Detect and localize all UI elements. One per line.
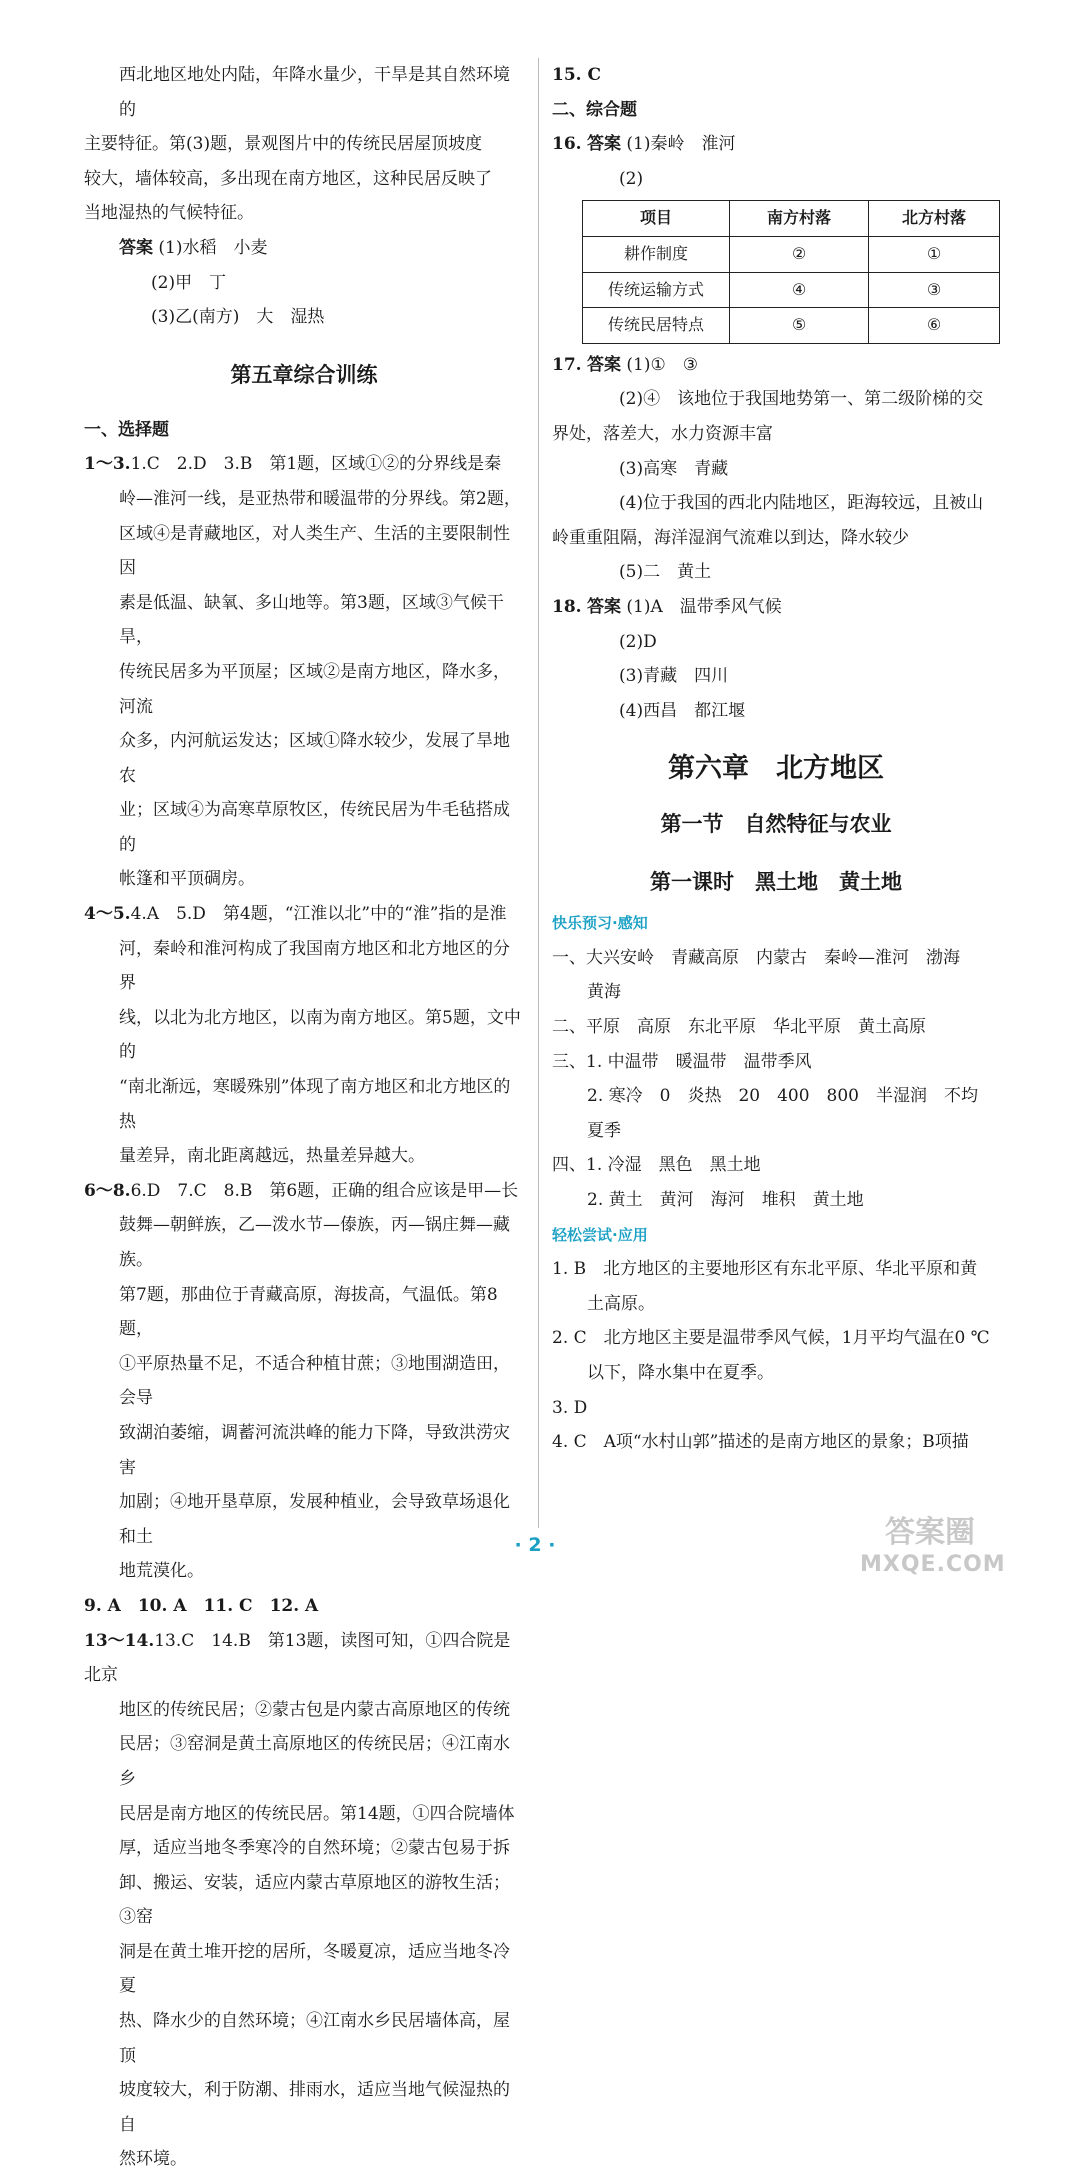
question-line: 然环境。 — [119, 2149, 187, 2170]
try-line: 土高原。 — [587, 1293, 655, 1314]
question-block-13-14 — [84, 1624, 524, 2177]
try-line: 1. B 北方地区的主要地形区有东北平原、华北平原和黄 — [552, 1259, 978, 1280]
question-line: 民居；③窑洞是黄土高原地区的传统民居；④江南水乡 — [119, 1734, 510, 1789]
table-row — [583, 272, 1000, 308]
section-title: 第一节 自然特征与农业 — [660, 812, 892, 837]
question-number: 4～5. — [84, 904, 131, 925]
watermark-logo — [860, 1515, 1006, 1587]
table-header: 北方村落 — [869, 201, 1000, 237]
right-column — [552, 58, 1000, 1460]
intro-line: 主要特征。第(3)题，景观图片中的传统民居屋顶坡度 — [84, 134, 483, 155]
question-17-line: (3)高寒 青藏 — [619, 458, 729, 479]
table-cell: ① — [869, 236, 1000, 272]
question-line: 业；区域④为高寒草原牧区，传统民居为牛毛毡搭成的 — [119, 800, 510, 855]
question-line: 卸、搬运、安装，适应内蒙古草原地区的游牧生活；③窑 — [119, 1872, 510, 1928]
part-title: 一、选择题 — [84, 419, 169, 440]
left-column — [84, 58, 524, 2177]
question-line: 线，以北为北方地区，以南为南方地区。第5题，文中的 — [119, 1007, 521, 1063]
preview-line: 夏季 — [587, 1120, 621, 1141]
section-title: 第五章综合训练 — [230, 362, 378, 387]
question-number: 1～3. — [84, 454, 131, 475]
watermark-url: MXQE.COM — [860, 1552, 1006, 1577]
question-block-6-8 — [84, 1174, 524, 1589]
question-line: 热、降水少的自然环境；④江南水乡民居墙体高，屋顶 — [119, 2011, 510, 2066]
question-17-line: (2)④ 该地位于我国地势第一、第二级阶梯的交 — [619, 389, 984, 410]
preview-line: 2. 寒冷 0 炎热 20 400 800 半湿润 不均 — [587, 1086, 978, 1107]
question-18-line: (2)D — [619, 631, 657, 652]
question-line: 帐篷和平顶碉房。 — [119, 869, 255, 890]
question-17-line: 17. 答案 (1)① ③ — [552, 354, 698, 375]
question-18-line: 18. 答案 (1)A 温带季风气候 — [552, 596, 782, 617]
answer-line: (2)甲 丁 — [151, 272, 227, 293]
try-line: 3. D — [552, 1397, 588, 1418]
question-line: 坡度较大，利于防潮、排雨水，适应当地气候湿热的自 — [119, 2080, 510, 2135]
preview-line: 一、大兴安岭 青藏高原 内蒙古 秦岭—淮河 渤海 — [552, 947, 960, 968]
question-line: 13～14.13.C 14.B 第13题，读图可知，①四合院是北京 — [84, 1630, 511, 1686]
answer-label: 答案 — [586, 596, 621, 617]
answer-line: 答案 (1)水稻 小麦 — [119, 237, 268, 258]
question-line: 4～5.4.A 5.D 第4题，“江淮以北”中的“淮”指的是淮 — [84, 904, 507, 925]
try-line: 2. C 北方地区主要是温带季风气候，1月平均气温在0 ℃ — [552, 1328, 990, 1349]
question-17-line: 界处，落差大，水力资源丰富 — [552, 423, 773, 444]
question-line: 素是低温、缺氧、多山地等。第3题，区域③气候干旱， — [119, 592, 504, 648]
question-number: 18. — [552, 596, 582, 617]
question-17-line: (4)位于我国的西北内陆地区，距海较远，且被山 — [619, 493, 984, 514]
question-16-line: 16. 答案 (1)秦岭 淮河 — [552, 134, 736, 155]
question-block-4-5 — [84, 897, 524, 1174]
intro-line: 较大，墙体较高，多出现在南方地区，这种民居反映了 — [84, 168, 492, 189]
question-line: 1～3.1.C 2.D 3.B 第1题，区域①②的分界线是秦 — [84, 454, 502, 475]
question-line: “南北渐远，寒暖殊别”体现了南方地区和北方地区的热 — [119, 1077, 511, 1132]
preview-label: 快乐预习·感知 — [552, 914, 648, 933]
question-line: 6～8.6.D 7.C 8.B 第6题，正确的组合应该是甲—长 — [84, 1180, 519, 1201]
question-line: 厚，适应当地冬季寒冷的自然环境；②蒙古包易于拆 — [119, 1838, 510, 1859]
question-number: 16. — [552, 134, 582, 155]
question-line: 地区的传统民居；②蒙古包是内蒙古高原地区的传统 — [119, 1699, 510, 1720]
question-number: 6～8. — [84, 1180, 131, 1201]
question-15: 15. C — [552, 65, 602, 85]
question-number: 17. — [552, 354, 582, 375]
part-title: 二、综合题 — [552, 99, 637, 120]
question-line: 洞是在黄土堆开挖的居所，冬暖夏凉，适应当地冬冷夏 — [119, 1941, 510, 1997]
question-line: 第7题，那曲位于青藏高原，海拔高，气温低。第8题， — [119, 1284, 498, 1340]
question-number: 13～14. — [84, 1630, 155, 1651]
question-line: 量差异，南北距离越远，热量差异越大。 — [119, 1146, 425, 1167]
try-line: 以下，降水集中在夏季。 — [587, 1363, 774, 1383]
question-line: 岭—淮河一线，是亚热带和暖温带的分界线。第2题， — [119, 488, 521, 509]
intro-line: 西北地区地处内陆，年降水量少，干旱是其自然环境的 — [119, 65, 510, 120]
lesson-title: 第一课时 黑土地 黄土地 — [650, 870, 902, 895]
question-16-line: (2) — [619, 168, 644, 189]
chapter-title: 第六章 北方地区 — [668, 753, 884, 785]
question-line: 众多，内河航运发达；区域①降水较少，发展了旱地农 — [119, 731, 510, 786]
question-line: 传统民居多为平顶屋；区域②是南方地区，降水多，河流 — [119, 661, 510, 717]
table-cell: 传统民居特点 — [583, 308, 730, 344]
table-header: 项目 — [583, 201, 730, 237]
page-number: · 2 · — [514, 1534, 556, 1556]
table-cell: 耕作制度 — [583, 236, 730, 272]
question-line: 鼓舞—朝鲜族，乙—泼水节—傣族，丙—锅庄舞—藏族。 — [119, 1215, 510, 1270]
table-row — [583, 308, 1000, 344]
question-block-1-3 — [84, 447, 524, 897]
table-cell: 传统运输方式 — [583, 272, 730, 308]
question-line: 致湖泊萎缩，调蓄河流洪峰的能力下降，导致洪涝灾害 — [119, 1422, 510, 1478]
table-cell: ③ — [869, 272, 1000, 308]
comparison-table — [582, 200, 1000, 343]
preview-line: 二、平原 高原 东北平原 华北平原 黄土高原 — [552, 1017, 926, 1038]
question-line-9-12: 9. A 10. A 11. C 12. A — [84, 1595, 319, 1616]
answer-label: 答案 — [119, 237, 153, 258]
table-cell: ④ — [730, 272, 869, 308]
table-cell: ⑥ — [869, 308, 1000, 344]
column-divider — [538, 58, 539, 1528]
question-18-line: (3)青藏 四川 — [619, 666, 729, 687]
question-line: ①平原热量不足，不适合种植甘蔗；③地围湖造田，会导 — [119, 1353, 510, 1409]
table-header: 南方村落 — [730, 201, 869, 237]
question-line: 地荒漠化。 — [119, 1561, 204, 1582]
watermark-text: 答案圈 — [885, 1515, 975, 1550]
question-17-line: (5)二 黄土 — [619, 562, 712, 583]
question-line: 民居是南方地区的传统民居。第14题，①四合院墙体 — [119, 1803, 515, 1824]
answer-label: 答案 — [586, 134, 621, 155]
try-label: 轻松尝试·应用 — [552, 1225, 648, 1244]
table-row — [583, 236, 1000, 272]
question-line: 河，秦岭和淮河构成了我国南方地区和北方地区的分界 — [119, 938, 510, 994]
preview-line: 三、1. 中温带 暖温带 温带季风 — [552, 1051, 812, 1072]
question-line: 区域④是青藏地区，对人类生产、生活的主要限制性因 — [119, 523, 510, 579]
preview-line: 2. 黄土 黄河 海河 堆积 黄土地 — [587, 1190, 864, 1211]
preview-line: 四、1. 冷湿 黑色 黑土地 — [552, 1155, 761, 1176]
table-cell: ⑤ — [730, 308, 869, 344]
try-line: 4. C A项“水村山郭”描述的是南方地区的景象；B项描 — [552, 1432, 969, 1453]
preview-line: 黄海 — [587, 982, 621, 1003]
intro-line: 当地湿热的气候特征。 — [84, 203, 254, 224]
table-header-row — [583, 201, 1000, 237]
question-18-line: (4)西昌 都江堰 — [619, 700, 746, 721]
answer-label: 答案 — [586, 354, 621, 375]
question-line: 加剧；④地开垦草原，发展种植业，会导致草场退化和土 — [119, 1492, 510, 1547]
question-17-line: 岭重重阻隔，海洋湿润气流难以到达，降水较少 — [552, 527, 909, 548]
table-cell: ② — [730, 236, 869, 272]
answer-line: (3)乙(南方) 大 湿热 — [151, 307, 325, 328]
